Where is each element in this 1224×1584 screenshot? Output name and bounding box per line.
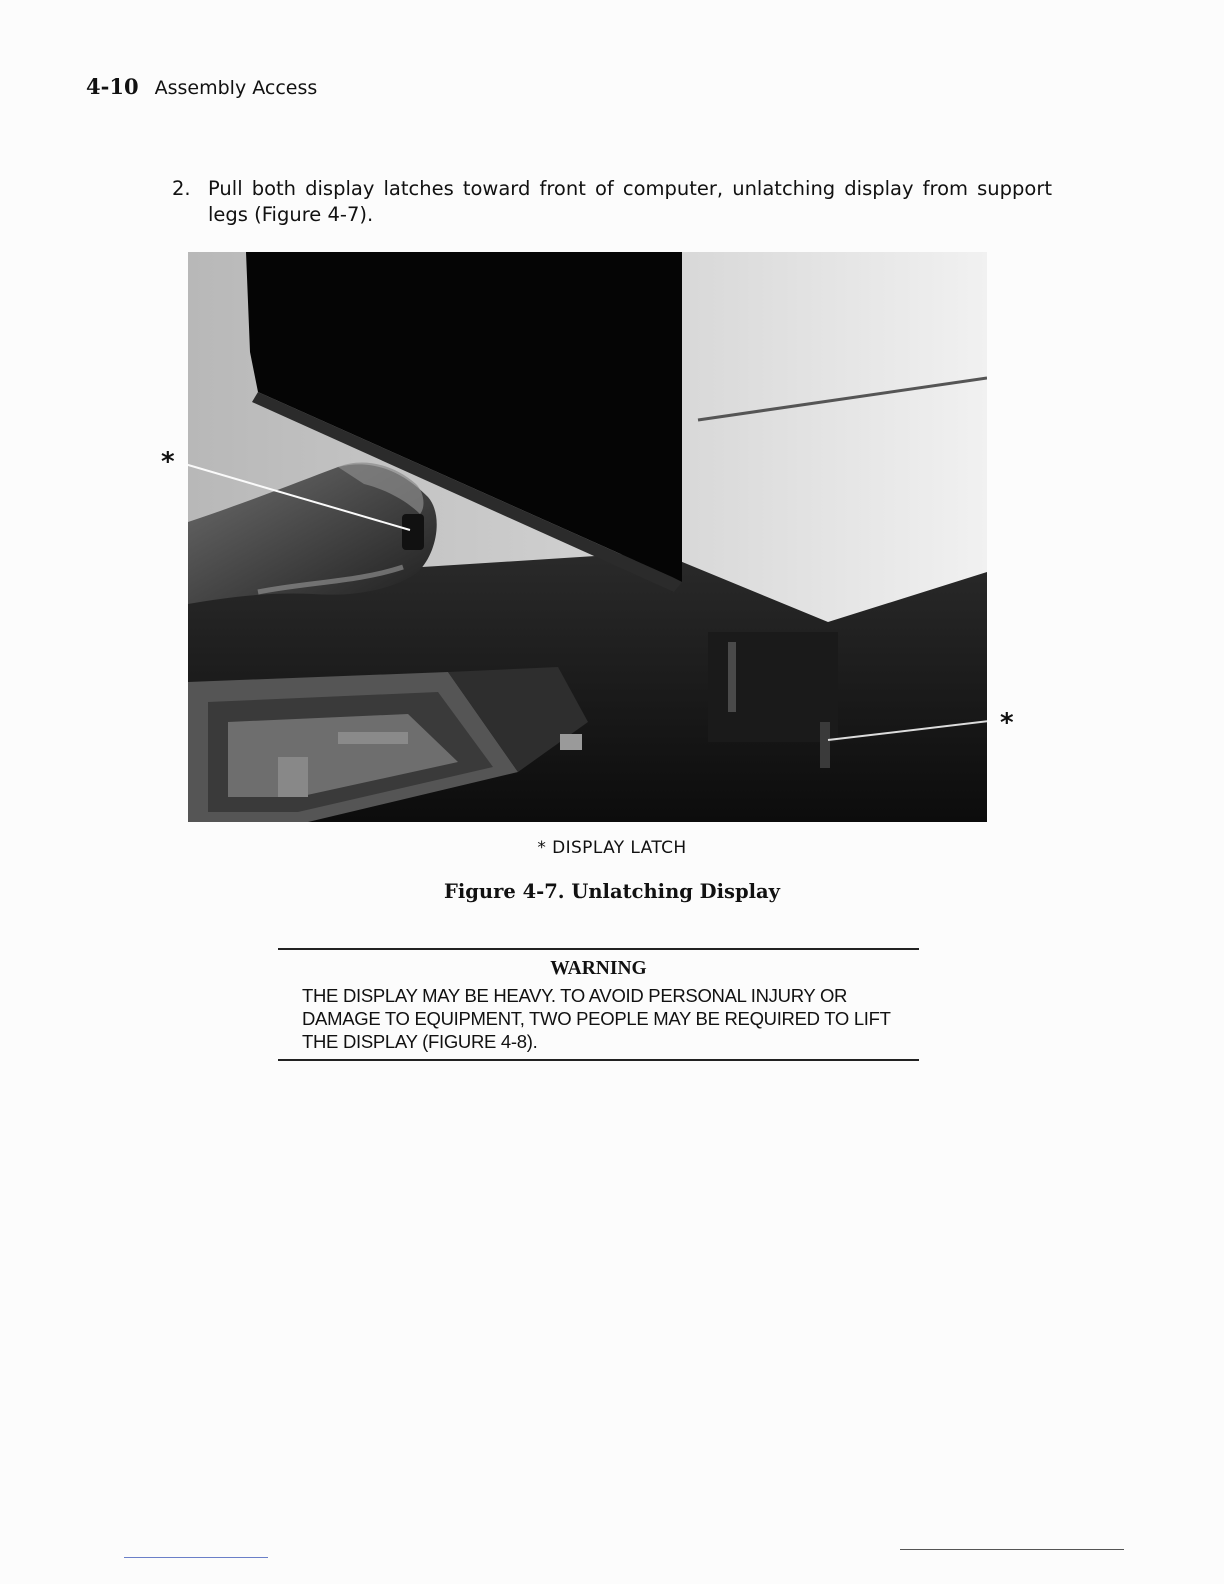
unlatching-display-photo [188,252,987,822]
support-leg-right [708,632,838,742]
display-housing [658,252,987,622]
figure-caption: Figure 4-7. Unlatching Display [444,880,780,903]
running-head [86,74,317,99]
step-number: 2. [172,177,191,200]
step-text: Pull both display latches toward front of computer, unlatching display from support legs (Figure 4-7). [208,177,1052,226]
footer-rule-right [900,1549,1124,1550]
latch-marker-right: * [1000,708,1014,738]
figure-legend: * DISPLAY LATCH [537,838,687,858]
procedure-step [172,176,1052,228]
warning-body: THE DISPLAY MAY BE HEAVY. TO AVOID PERSONAL INJURY OR DAMAGE TO EQUIPMENT, TWO PEOPLE MAY BE REQUIRED TO LIFT THE DISPLAY (FIGURE 4-8). [302,985,891,1052]
section-title: Assembly Access [154,77,318,99]
footer-rule-left [124,1557,268,1558]
warning-title: WARNING [550,958,647,979]
latch-right [820,722,830,768]
page-number: 4-10 [86,74,139,99]
figure-photo [188,252,987,822]
latch-marker-left: * [161,447,175,477]
warning-box [278,948,919,1061]
latch-left [402,514,424,550]
